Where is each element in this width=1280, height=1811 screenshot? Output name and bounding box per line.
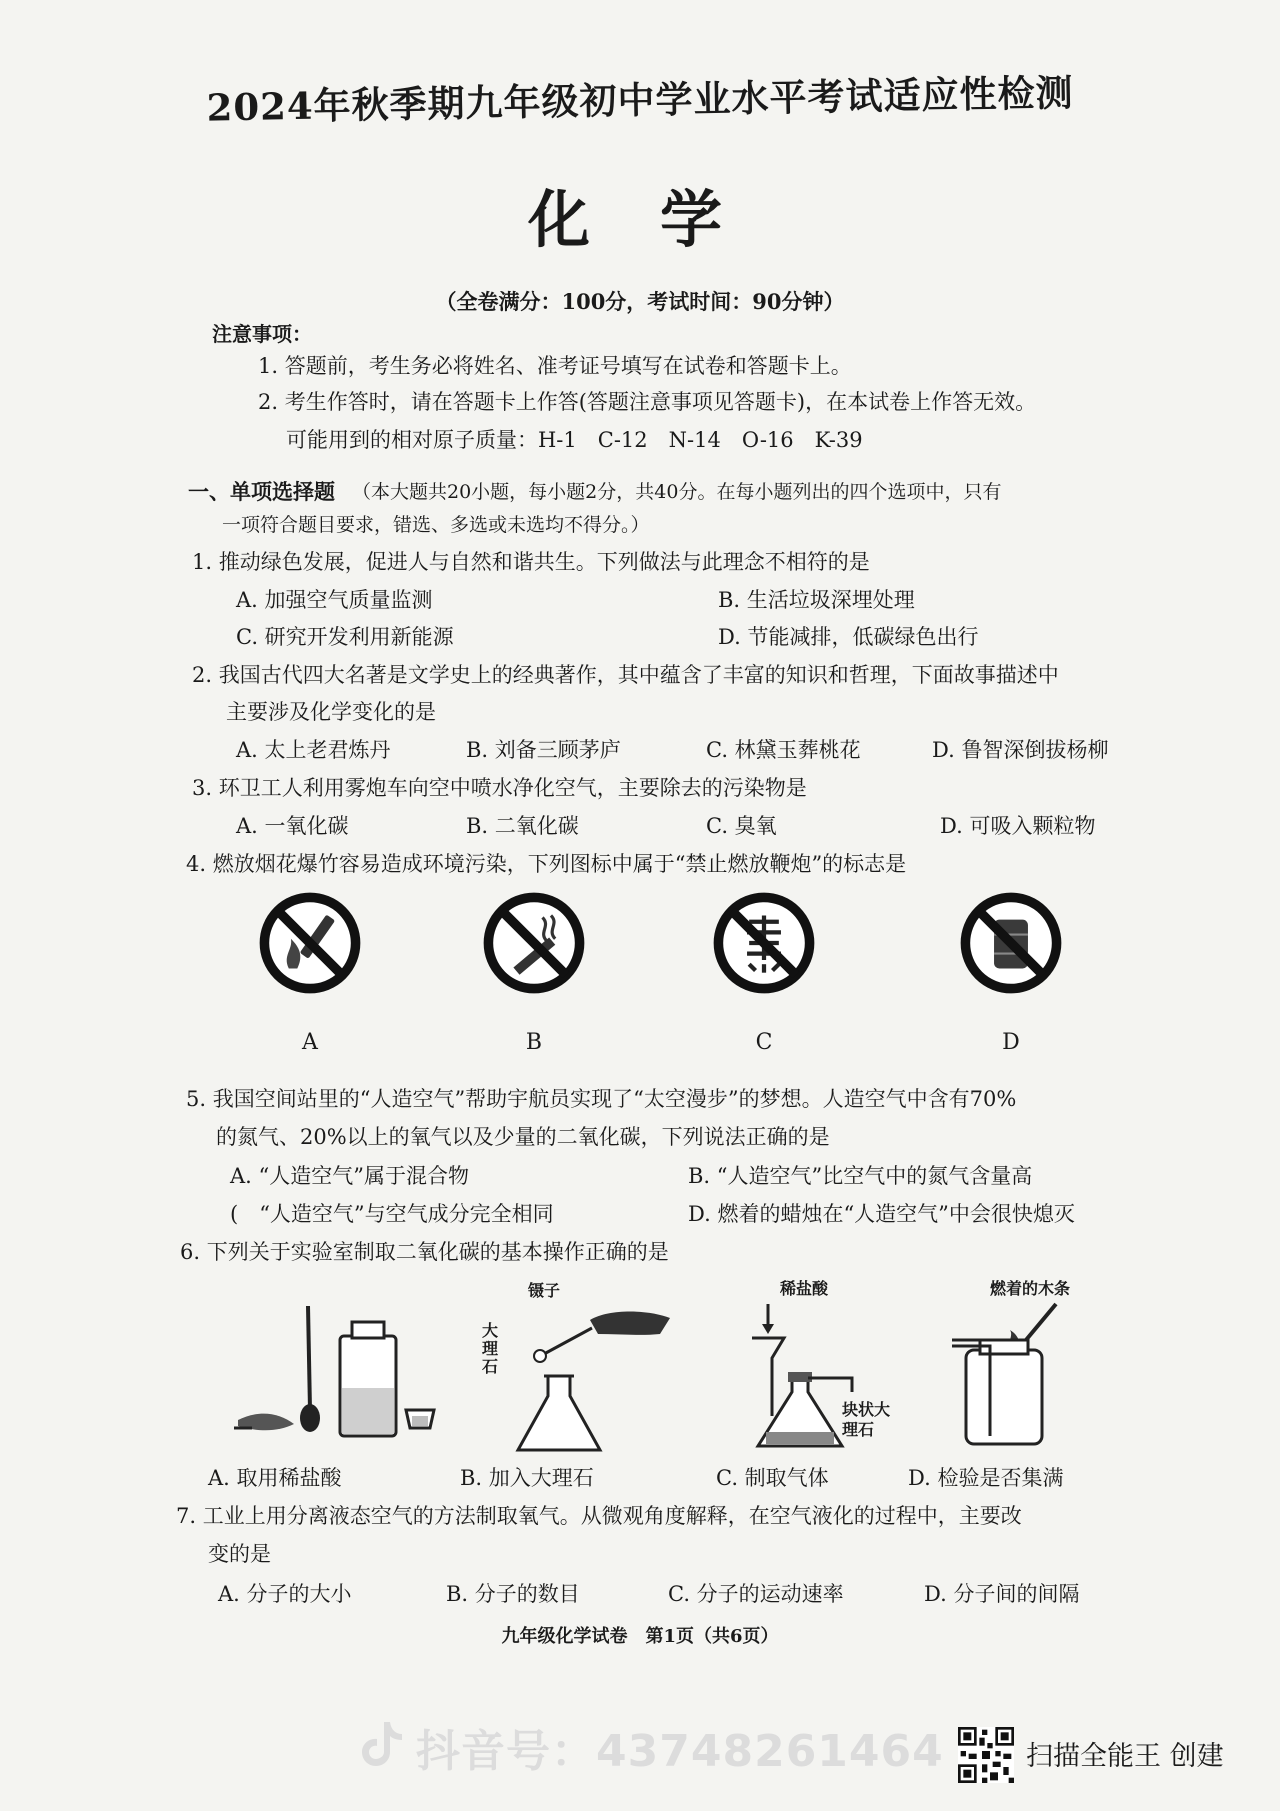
q2-option-a: A. 太上老君炼丹	[236, 738, 391, 762]
question-5-stem-1: 5. 我国空间站里的“人造空气”帮助宇航员实现了“太空漫步”的梦想。人造空气中含有70%	[186, 1087, 1017, 1111]
q6-option-b: B. 加入大理石	[460, 1466, 594, 1490]
note-item-2: 2. 考生作答时，请在答题卡上作答(答题注意事项见答题卡)，在本试卷上作答无效。	[258, 390, 1037, 414]
no-flammables-sign-icon	[958, 890, 1064, 996]
q1-option-d: D. 节能减排，低碳绿色出行	[718, 625, 979, 649]
question-7-stem-1: 7. 工业上用分离液态空气的方法制取氧气。从微观角度解释，在空气液化的过程中，主要改	[176, 1504, 1022, 1528]
question-6-stem: 6. 下列关于实验室制取二氧化碳的基本操作正确的是	[180, 1240, 669, 1264]
label-dilute-hcl: 稀盐酸	[780, 1279, 829, 1298]
question-2-stem-2: 主要涉及化学变化的是	[226, 700, 436, 724]
q6-option-c: C. 制取气体	[716, 1466, 829, 1490]
notes-heading: 注意事项：	[212, 322, 312, 346]
subject-title: 化学	[527, 183, 792, 256]
q2-option-c: C. 林黛玉葬桃花	[706, 738, 861, 762]
page-footer: 九年级化学试卷 第1页（共6页）	[501, 1626, 779, 1647]
q7-option-d: D. 分子间的间隔	[924, 1582, 1080, 1606]
no-ignition-sign-icon	[257, 890, 363, 996]
section-desc-1: （本大题共20小题，每小题2分，共40分。在每小题列出的四个选项中，只有	[352, 481, 1002, 503]
label-tweezers: 镊子	[528, 1281, 561, 1300]
label-lump-marble: 块状大理石	[842, 1400, 891, 1439]
douyin-logo-icon	[360, 1718, 406, 1768]
section-desc-2: 一项符合题目要求，错选、多选或未选均不得分。）	[222, 514, 650, 536]
note-item-1: 1. 答题前，考生务必将姓名、准考证号填写在试卷和答题卡上。	[258, 354, 852, 378]
q4-option-c: C	[755, 1030, 773, 1055]
q5-option-d: D. 燃着的蜡烛在“人造空气”中会很快熄灭	[688, 1202, 1075, 1226]
question-1-stem: 1. 推动绿色发展，促进人与自然和谐共生。下列做法与此理念不相符的是	[192, 550, 870, 574]
q5-option-c: ( “人造空气”与空气成分完全相同	[230, 1202, 554, 1226]
exam-title: 2024年秋季期九年级初中学业水平考试适应性检测	[206, 70, 1074, 130]
q4-option-b: B	[525, 1030, 543, 1055]
q6-option-a: A. 取用稀盐酸	[208, 1466, 342, 1490]
no-smoking-sign-icon	[481, 890, 587, 996]
section-heading: 一、单项选择题	[188, 479, 335, 504]
qr-code-icon	[958, 1727, 1014, 1783]
figure-add-marble	[500, 1300, 690, 1460]
q3-option-c: C. 臭氧	[706, 814, 777, 838]
q1-option-c: C. 研究开发利用新能源	[236, 625, 454, 649]
atomic-mass: 可能用到的相对原子质量：H-1 C-12 N-14 O-16 K-39	[286, 428, 863, 452]
q1-option-a: A. 加强空气质量监测	[236, 588, 433, 612]
douyin-watermark: 抖音号：43748261464	[416, 1726, 944, 1777]
question-2-stem-1: 2. 我国古代四大名著是文学史上的经典著作，其中蕴含了丰富的知识和哲理，下面故事描述中	[192, 663, 1059, 687]
q3-option-a: A. 一氧化碳	[236, 814, 349, 838]
no-firecrackers-sign-icon	[711, 890, 817, 996]
q5-option-a: A. “人造空气”属于混合物	[230, 1164, 469, 1188]
q7-option-b: B. 分子的数目	[446, 1582, 580, 1606]
q5-option-b: B. “人造空气”比空气中的氮气含量高	[688, 1164, 1033, 1188]
question-7-stem-2: 变的是	[208, 1542, 271, 1566]
q7-option-c: C. 分子的运动速率	[668, 1582, 844, 1606]
question-3-stem: 3. 环卫工人利用雾炮车向空中喷水净化空气，主要除去的污染物是	[192, 776, 807, 800]
q2-option-d: D. 鲁智深倒拔杨柳	[932, 738, 1109, 762]
q7-option-a: A. 分子的大小	[218, 1582, 352, 1606]
question-5-stem-2: 的氮气、20%以上的氧气以及少量的二氧化碳，下列说法正确的是	[216, 1125, 830, 1149]
q3-option-b: B. 二氧化碳	[466, 814, 579, 838]
q3-option-d: D. 可吸入颗粒物	[940, 814, 1096, 838]
q6-option-d: D. 检验是否集满	[908, 1466, 1064, 1490]
score-info: （全卷满分：100分，考试时间：90分钟）	[435, 289, 845, 314]
q2-option-b: B. 刘备三顾茅庐	[466, 738, 621, 762]
figure-take-acid	[228, 1300, 438, 1450]
q1-option-b: B. 生活垃圾深埋处理	[718, 588, 915, 612]
label-marble: 大理石	[482, 1321, 499, 1376]
label-burning-stick: 燃着的木条	[990, 1279, 1071, 1298]
q4-option-a: A	[302, 1030, 318, 1055]
scanner-brand: 扫描全能王 创建	[1026, 1741, 1224, 1772]
figure-check-full	[946, 1300, 1076, 1450]
question-4-stem: 4. 燃放烟花爆竹容易造成环境污染，下列图标中属于“禁止燃放鞭炮”的标志是	[186, 852, 907, 876]
q4-option-d: D	[1002, 1030, 1020, 1055]
